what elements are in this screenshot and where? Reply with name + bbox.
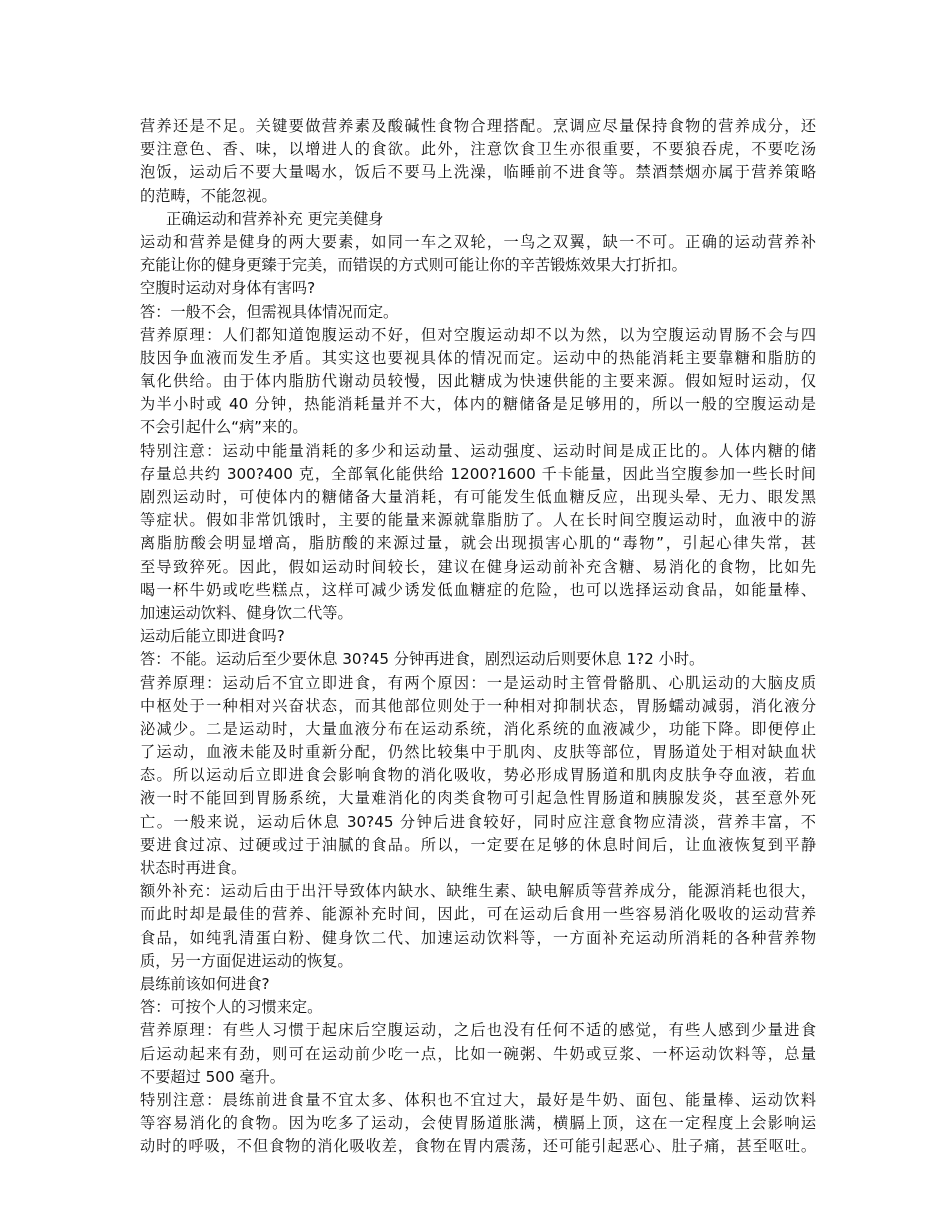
text-line: 运动和营养是健身的两大要素，如同一车之双轮，一鸟之双翼，缺一不可。正确的运动营养补 [140,232,816,251]
text-line: 营养原理：有些人习惯于起床后空腹运动，之后也没有任何不适的感觉，有些人感到少量进食 [140,1021,816,1040]
text-line: 状态时再进食。 [140,859,247,877]
text-line: 要注意色、香、味，以增进人的食欲。此外，注意饮食卫生亦很重要，不要狼吞虎，不要吃汤 [140,140,816,159]
text-line: 了运动，血液未能及时重新分配，仍然比较集中于肌肉、皮肤等部位，胃肠道处于相对缺血状 [140,743,816,762]
text-line: 食品，如纯乳清蛋白粉、健身饮二代、加速运动饮料等，一方面补充运动所消耗的各种营养物 [140,928,816,947]
text-line: 空腹时运动对身体有害吗? [140,279,316,298]
text-line: 存量总共约 300?400 克，全部氧化能供给 1200?1600 千卡能量，因此当空腹参加一些长时间 [140,464,816,483]
text-line: 态。所以运动后立即进食会影响食物的消化吸收，势必形成胃肠道和肌肉皮肤争夺血液，若血 [140,766,816,785]
text-line: 肢因争血液而发生矛盾。其实这也要视具体的情况而定。运动中的热能消耗主要靠糖和脂肪的 [140,348,816,367]
text-line: 等容易消化的食物。因为吃多了运动，会使胃肠道胀满，横膈上顶，这在一定程度上会影响运 [140,1114,816,1133]
text-line: 不要超过 500 毫升。 [140,1067,285,1086]
text-line: 运动后能立即进食吗? [140,627,285,646]
text-line: 泌减少。二是运动时，大量血液分布在运动系统，消化系统的血液减少，功能下降。即便停止 [140,719,816,738]
text-line: 剧烈运动时，可使体内的糖储备大量消耗，有可能发生低血糖反应，出现头晕、无力、眼发黑 [140,488,816,506]
text-line: 特别注意：运动中能量消耗的多少和运动量、运动强度、运动时间是成正比的。人体内糖的储 [140,441,816,460]
text-line: 质，另一方面促进运动的恢复。 [140,951,353,970]
text-line: 离脂肪酸会明显增高，脂肪酸的来源过量，就会出现损害心肌的“毒物”，引起心律失常，甚 [140,534,816,553]
section-heading: 正确运动和营养补充 更完美健身 [166,209,384,228]
document-page [140,115,816,1158]
text-line: 营养还是不足。关键要做营养素及酸碱性食物合理搭配。烹调应尽量保持食物的营养成分，还 [140,117,816,135]
text-line: 晨练前该如何进食? [140,974,270,993]
text-line: 加速运动饮料、健身饮二代等。 [140,603,353,622]
text-line: 等症状。假如非常饥饿时，主要的能量来源就靠脂肪了。人在长时间空腹运动时，血液中的游 [140,511,816,530]
text-line: 不会引起什么“病”来的。 [140,418,308,437]
text-line: 液一时不能回到胃肠系统，大量难消化的肉类食物可引起急性胃肠道和胰腺发炎，甚至意外死 [140,789,816,808]
text-line: 中枢处于一种相对兴奋状态，而其他部位则处于一种相对抑制状态，胃肠蠕动减弱，消化液分 [140,696,816,715]
text-line: 答：不能。运动后至少要休息 30?45 分钟再进食，剧烈运动后则要休息 1?2 小时。 [140,650,705,669]
text-line: 要进食过凉、过硬或过于油腻的食品。所以，一定要在足够的休息时间后，让血液恢复到平静 [140,835,816,854]
text-line: 额外补充：运动后由于出汗导致体内缺水、缺维生素、缺电解质等营养成分，能源消耗也很大， [140,882,816,901]
text-line: 的范畴，不能忽视。 [140,186,277,205]
text-line: 泡饭，运动后不要大量喝水，饭后不要马上洗澡，临睡前不进食等。禁酒禁烟亦属于营养策略 [140,163,816,182]
text-line: 动时的呼吸，不但食物的消化吸收差，食物在胃内震荡，还可能引起恶心、肚子痛，甚至呕吐。 [140,1137,816,1156]
text-line: 喝一杯牛奶或吃些糕点，这样可减少诱发低血糖症的危险，也可以选择运动食品，如能量棒、 [140,580,816,599]
text-line: 亡。一般来说，运动后休息 30?45 分钟后进食较好，同时应注意食物应清淡，营养丰富，不 [140,812,816,831]
text-line: 答：一般不会，但需视具体情况而定。 [140,302,399,321]
text-line: 营养原理：运动后不宜立即进食，有两个原因：一是运动时主管骨骼肌、心肌运动的大脑皮质 [140,673,816,692]
text-line: 营养原理：人们都知道饱腹运动不好，但对空腹运动却不以为然，以为空腹运动胃肠不会与四 [140,325,816,344]
text-line: 至导致猝死。因此，假如运动时间较长，建议在健身运动前补充含糖、易消化的食物，比如先 [140,557,816,576]
text-line: 而此时却是最佳的营养、能源补充时间，因此，可在运动后食用一些容易消化吸收的运动营养 [140,905,816,924]
text-line: 特别注意：晨练前进食量不宜太多、体积也不宜过大，最好是牛奶、面包、能量棒、运动饮料 [140,1090,816,1109]
text-line: 氧化供给。由于体内脂肪代谢动员较慢，因此糖成为快速供能的主要来源。假如短时运动，仅 [140,372,816,391]
text-line: 充能让你的健身更臻于完美，而错误的方式则可能让你的辛苦锻炼效果大打折扣。 [140,256,687,275]
text-line: 后运动起来有劲，则可在运动前少吃一点，比如一碗粥、牛奶或豆浆、一杯运动饮料等，总量 [140,1044,816,1063]
text-line: 为半小时或 40 分钟，热能消耗量并不大，体内的糖储备是足够用的，所以一般的空腹运动是 [140,395,816,414]
text-line: 答：可按个人的习惯来定。 [140,998,323,1017]
